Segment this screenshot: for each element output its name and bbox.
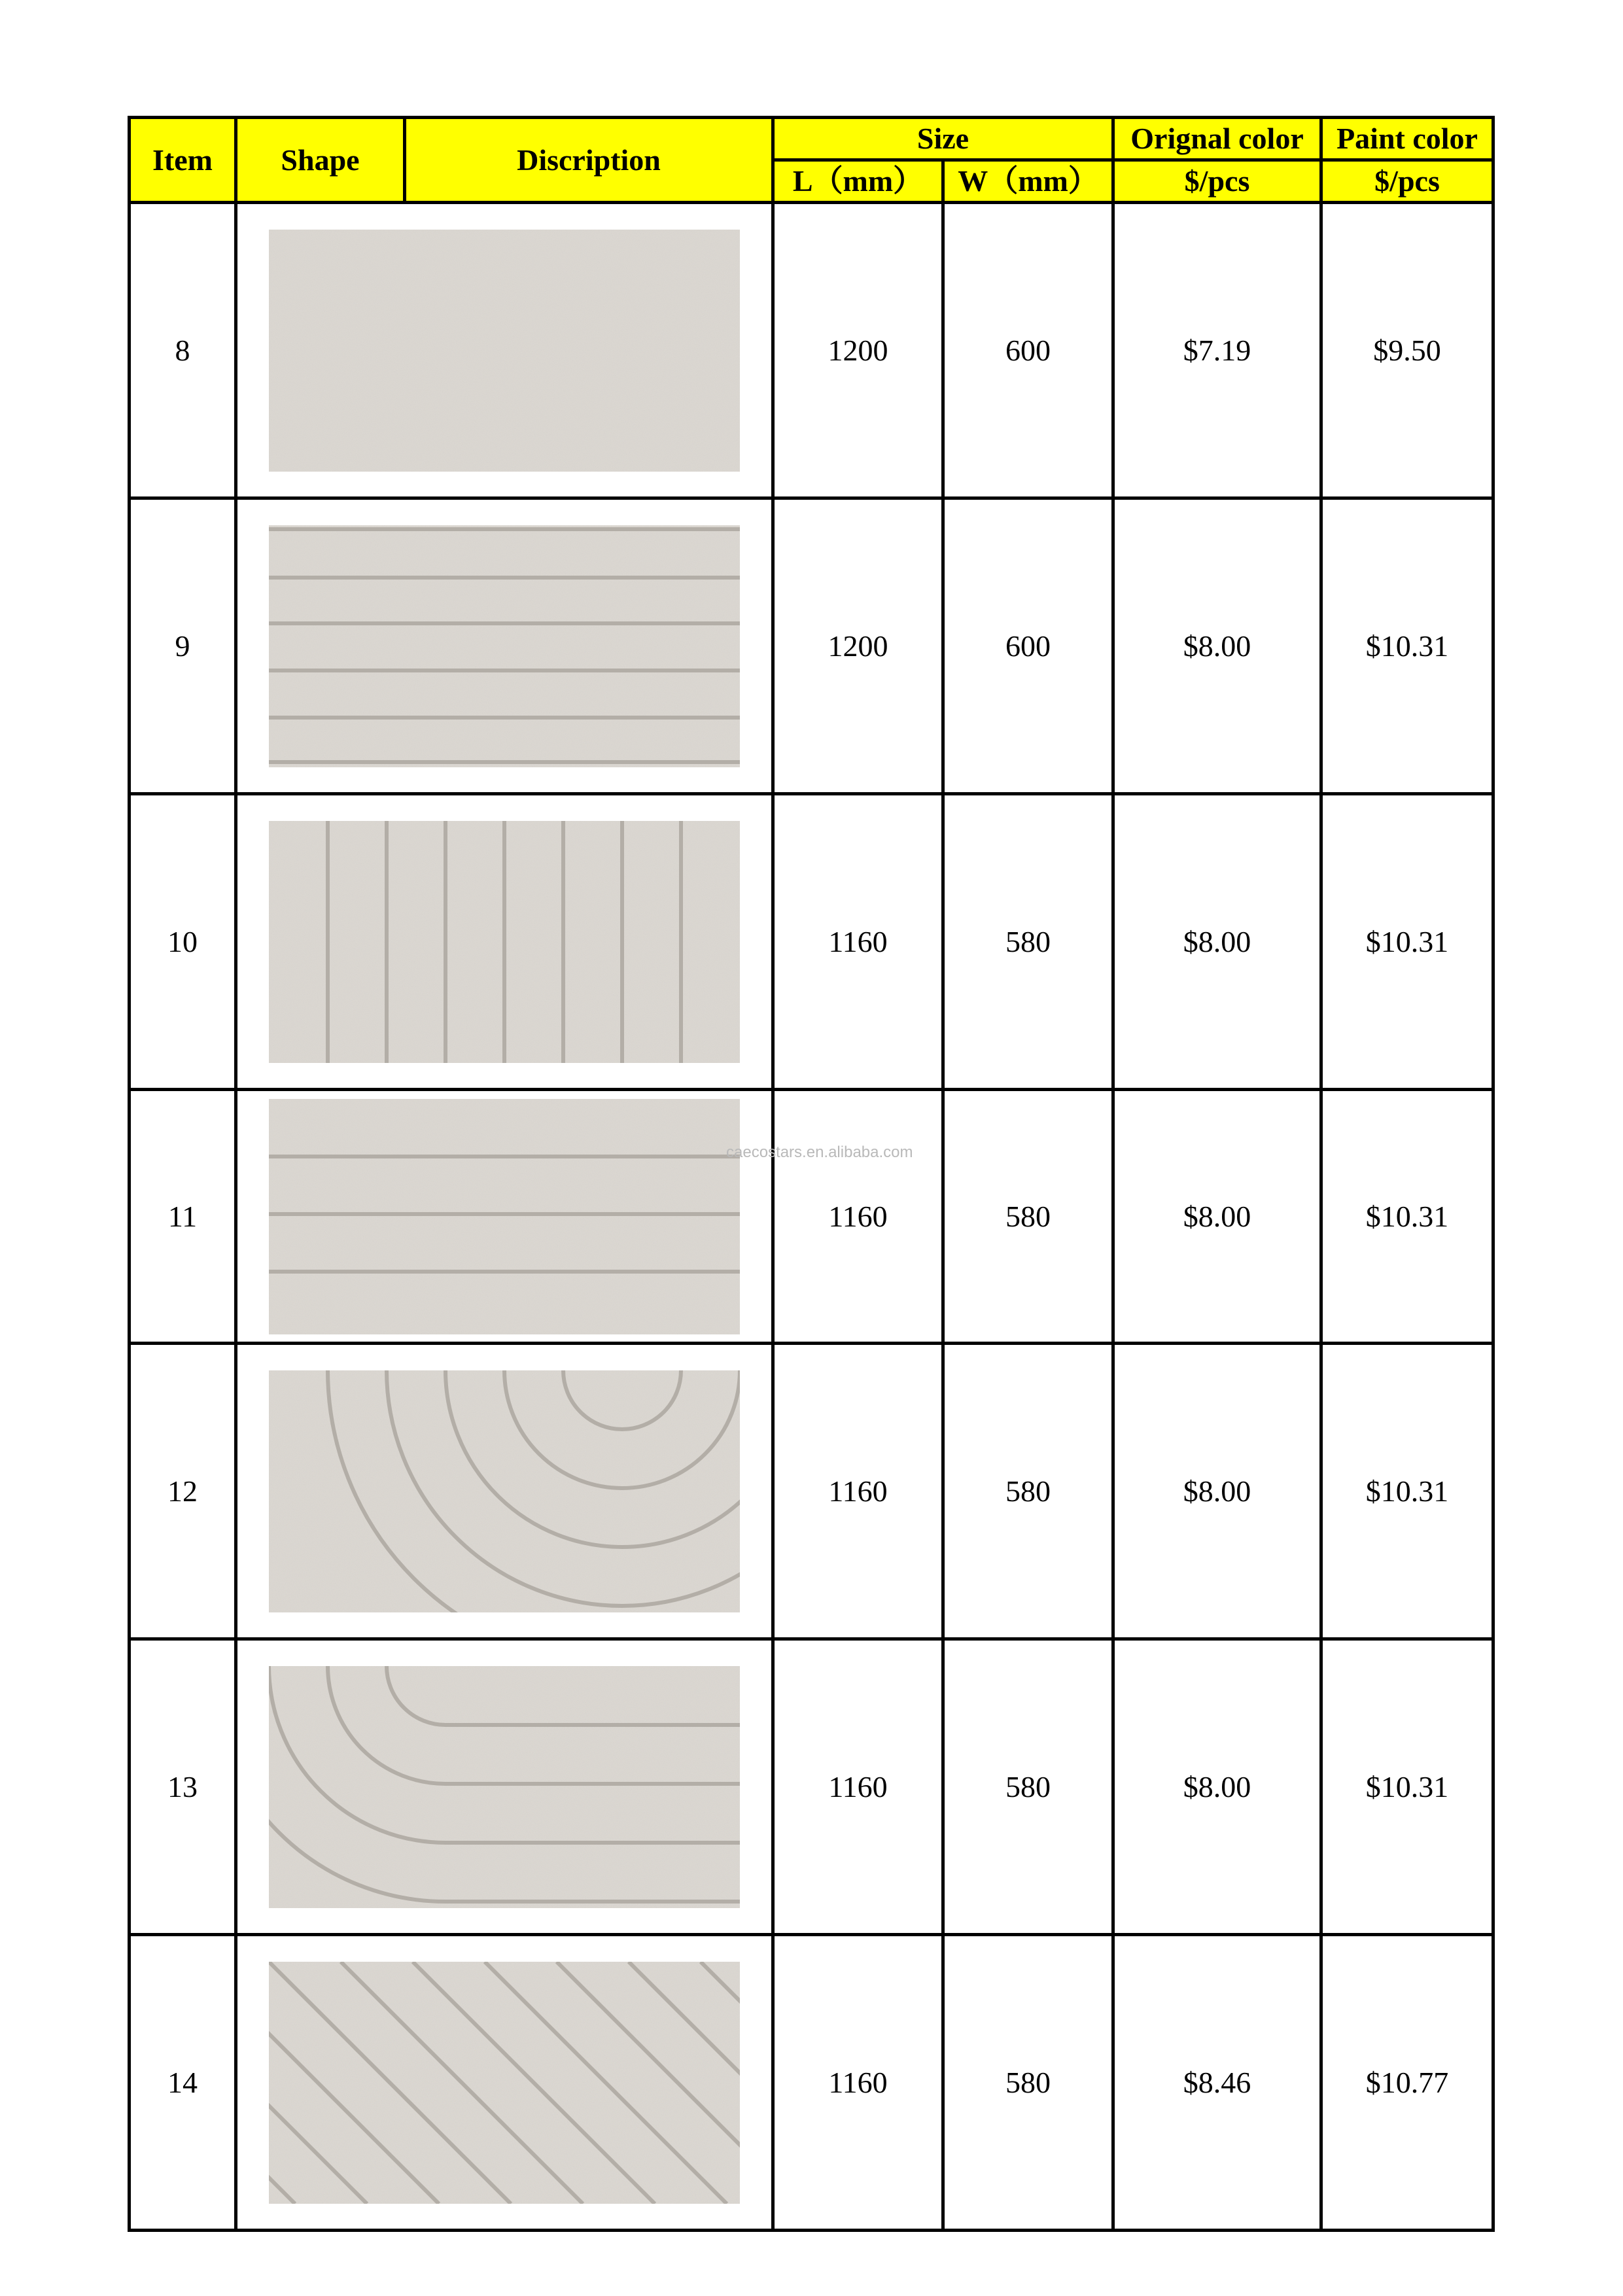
item-cell: 11 [130, 1090, 236, 1344]
paint-price-cell: $10.31 [1321, 1639, 1493, 1935]
shape-cell [236, 498, 773, 794]
original-price-cell: $8.00 [1113, 1639, 1321, 1935]
original-price-cell: $8.00 [1113, 1344, 1321, 1639]
width-cell: 580 [943, 1090, 1113, 1344]
length-cell: 1200 [773, 498, 943, 794]
size-header: Size [773, 118, 1113, 160]
panel-arc-to-lines-image [269, 1666, 740, 1908]
width-cell: 580 [943, 1344, 1113, 1639]
panel-diagonal-grooves-image [269, 1962, 740, 2204]
panel-vertical-grooves-image [269, 821, 740, 1063]
length-cell: 1160 [773, 1935, 943, 2231]
panel-horizontal-grooves-image [269, 525, 740, 767]
item-header: Item [130, 118, 236, 203]
width-cell: 600 [943, 203, 1113, 498]
table-row [130, 1090, 1493, 1344]
item-cell: 8 [130, 203, 236, 498]
original-price-cell: $8.00 [1113, 498, 1321, 794]
paint-unit-header: $/pcs [1321, 160, 1493, 203]
paint-price-cell: $10.31 [1321, 1344, 1493, 1639]
panel-plain-panel-image [269, 230, 740, 472]
panel-horizontal-grooves-image [269, 1099, 740, 1334]
original-price-cell: $8.00 [1113, 1090, 1321, 1344]
original-unit-header: $/pcs [1113, 160, 1321, 203]
header-row-1 [130, 118, 1493, 160]
length-cell: 1160 [773, 1639, 943, 1935]
table-row [130, 1639, 1493, 1935]
width-cell: 580 [943, 794, 1113, 1090]
item-cell: 13 [130, 1639, 236, 1935]
shape-cell [236, 1935, 773, 2231]
price-sheet [128, 116, 1495, 2232]
price-table [128, 116, 1495, 2232]
paint-price-cell: $9.50 [1321, 203, 1493, 498]
length-cell: 1160 [773, 1344, 943, 1639]
item-cell: 14 [130, 1935, 236, 2231]
length-cell: 1160 [773, 1090, 943, 1344]
length-cell: 1200 [773, 203, 943, 498]
table-row [130, 794, 1493, 1090]
table-row [130, 1344, 1493, 1639]
width-cell: 580 [943, 1639, 1113, 1935]
paint-price-cell: $10.31 [1321, 794, 1493, 1090]
panel-concentric-arcs-image [269, 1370, 740, 1612]
original-price-cell: $8.00 [1113, 794, 1321, 1090]
item-cell: 10 [130, 794, 236, 1090]
length-cell: 1160 [773, 794, 943, 1090]
original-price-cell: $8.46 [1113, 1935, 1321, 2231]
shape-cell [236, 1344, 773, 1639]
table-row [130, 203, 1493, 498]
paint-price-cell: $10.77 [1321, 1935, 1493, 2231]
paint-color-header: Paint color [1321, 118, 1493, 160]
width-header: W（mm） [943, 160, 1113, 203]
width-cell: 600 [943, 498, 1113, 794]
shape-cell [236, 794, 773, 1090]
description-header: Discription [405, 118, 773, 203]
item-cell: 9 [130, 498, 236, 794]
paint-price-cell: $10.31 [1321, 1090, 1493, 1344]
table-row [130, 498, 1493, 794]
width-cell: 580 [943, 1935, 1113, 2231]
paint-price-cell: $10.31 [1321, 498, 1493, 794]
table-row [130, 1935, 1493, 2231]
item-cell: 12 [130, 1344, 236, 1639]
original-color-header: Orignal color [1113, 118, 1321, 160]
shape-cell [236, 1090, 773, 1344]
original-price-cell: $7.19 [1113, 203, 1321, 498]
shape-header: Shape [236, 118, 405, 203]
length-header: L（mm） [773, 160, 943, 203]
shape-cell [236, 1639, 773, 1935]
shape-cell [236, 203, 773, 498]
watermark: caecostars.en.alibaba.com [726, 1143, 913, 1161]
